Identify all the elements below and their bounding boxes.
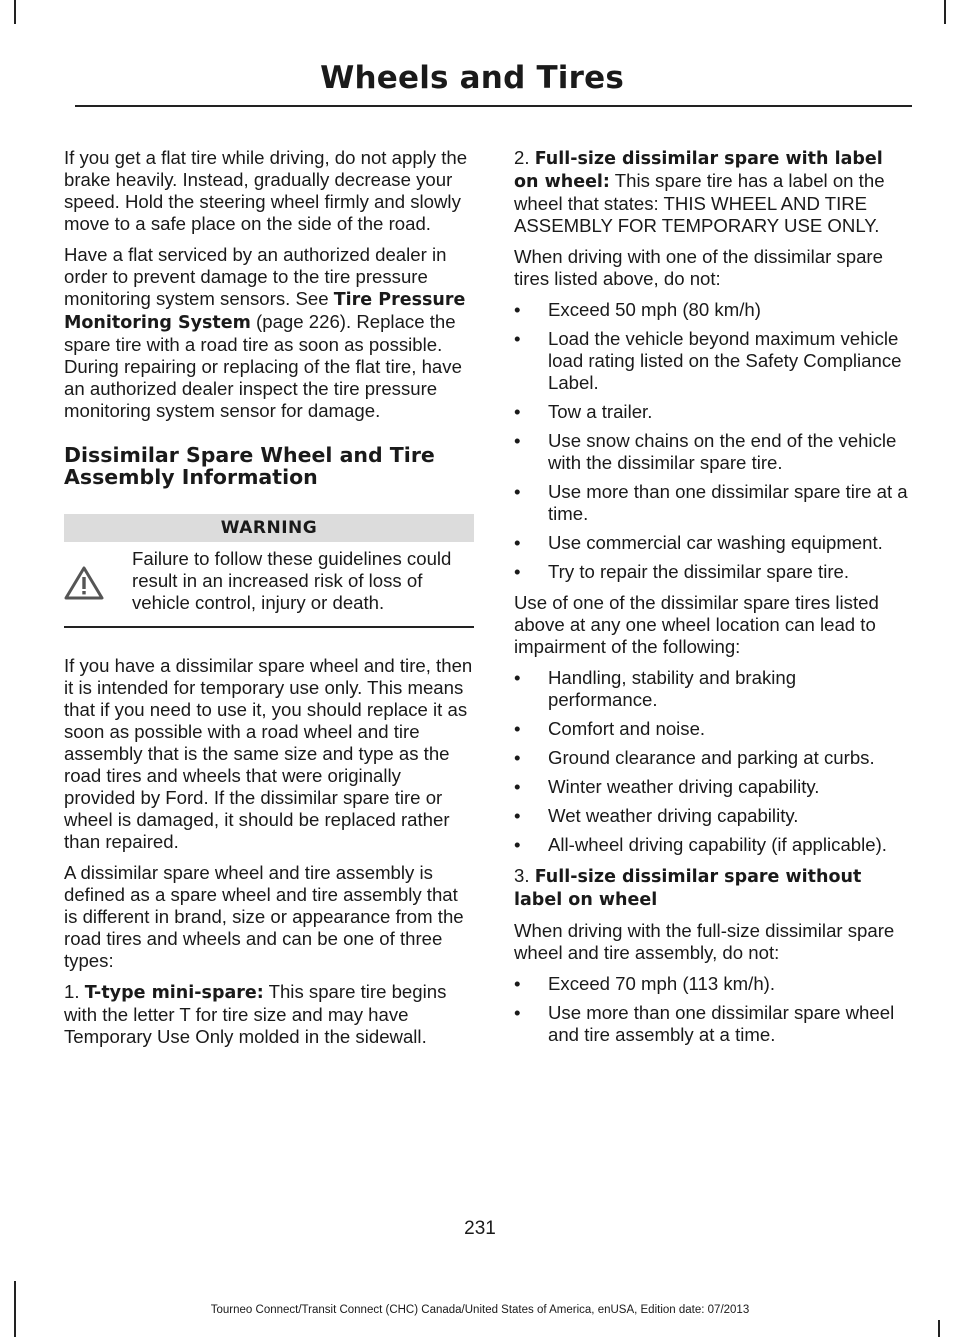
list-item: • Try to repair the dissimilar spare tire. — [514, 561, 909, 583]
list-item: • Ground clearance and parking at curbs. — [514, 747, 909, 769]
warning-text: Failure to follow these guidelines could result in an increased risk of loss of vehicle control, injury or death. — [132, 548, 452, 613]
list-full-size-do-not — [514, 973, 909, 1046]
paragraph-full-size-do-not: When driving with the full-size dissimilar spare wheel and tire assembly, do not: — [514, 920, 895, 963]
list-item: • Tow a trailer. — [514, 401, 909, 423]
tpms-reference-link[interactable]: Tire Pressure Monitoring System — [64, 290, 466, 333]
list-item: • Use more than one dissimilar spare tire at a time. — [514, 481, 909, 525]
list-item: • Wet weather driving capability. — [514, 805, 909, 827]
paragraph-flat-tire: If you get a flat tire while driving, do not apply the brake heavily. Instead, gradually decrease your speed. Hold the steering wheel firmly and slowly move to a safe place on the side of the road. — [64, 147, 468, 234]
list-item: • Load the vehicle beyond maximum vehicle load rating listed on the Safety Compliance Label. — [514, 328, 909, 394]
crop-mark-top-right — [944, 0, 946, 24]
list-item: • Winter weather driving capability. — [514, 776, 909, 798]
list-item: • Use commercial car washing equipment. — [514, 532, 909, 554]
warning-triangle-icon — [64, 548, 132, 614]
warning-box — [64, 514, 474, 628]
edition-footer: Tourneo Connect/Transit Connect (CHC) Canada/United States of America, enUSA, Edition date: 07/2013 — [210, 1304, 750, 1316]
header-divider — [75, 105, 912, 107]
paragraph-impairment-intro: Use of one of the dissimilar spare tires listed above at any one wheel location can lead to impairment of the following: — [514, 592, 879, 657]
paragraph-flat-serviced: Have a flat serviced by an authorized dealer in order to prevent damage to the tire pressure monitoring system sensors. See Tire Pressure Monitoring System (page 226). Replace the spare tire with a road tire as soon as possible. During repairing or replacing of the flat tire, have an authorized dealer inspect the tire pressure monitoring system sensor for damage. — [64, 244, 466, 421]
page-title: Wheels and Tires — [320, 60, 624, 96]
crop-mark-top-left — [14, 0, 16, 24]
page-number: 231 — [464, 1218, 496, 1239]
paragraph-do-not-intro: When driving with one of the dissimilar spare tires listed above, do not: — [514, 246, 883, 289]
list-item: • Use snow chains on the end of the vehicle with the dissimilar spare tire. — [514, 430, 909, 474]
list-item: • Handling, stability and braking performance. — [514, 667, 909, 711]
paragraph-full-size-no-label: 3. Full-size dissimilar spare without label on wheel — [514, 865, 862, 910]
right-column — [514, 147, 909, 1055]
list-do-not — [514, 299, 909, 583]
paragraph-dissimilar-temporary: If you have a dissimilar spare wheel and tire, then it is intended for temporary use only. This means that if you need to use it, you should replace it as soon as possible with a road wheel and tire assembly that is the same size and type as the road tires and wheels that were originally provided by Ford. If the dissimilar spare tire or wheel is damaged, it should be replaced rather than repaired. — [64, 655, 473, 852]
list-item: • Exceed 70 mph (113 km/h). — [514, 973, 909, 995]
paragraph-full-size-label: 2. Full-size dissimilar spare with label on wheel: This spare tire has a label on the wheel that states: THIS WHEEL AND TIRE ASSEMBLY FOR TEMPORARY USE ONLY. — [514, 147, 885, 236]
list-item: • Comfort and noise. — [514, 718, 909, 740]
crop-mark-bottom-right — [938, 1320, 940, 1337]
paragraph-dissimilar-definition: A dissimilar spare wheel and tire assembly is defined as a spare wheel and tire assembly that is different in brand, size or appearance from the road tires and wheels and can be one of three types: — [64, 862, 464, 971]
list-item: • All-wheel driving capability (if applicable). — [514, 834, 909, 856]
warning-title: WARNING — [64, 514, 474, 542]
list-item: • Use more than one dissimilar spare wheel and tire assembly at a time. — [514, 1002, 909, 1046]
paragraph-t-type: 1. T-type mini-spare: This spare tire begins with the letter T for tire size and may have Temporary Use Only molded in the sidewall. — [64, 981, 447, 1047]
left-column — [64, 147, 474, 1057]
list-impairment — [514, 667, 909, 856]
list-item: • Exceed 50 mph (80 km/h) — [514, 299, 909, 321]
section-heading: Dissimilar Spare Wheel and Tire Assembly Information — [64, 443, 435, 489]
